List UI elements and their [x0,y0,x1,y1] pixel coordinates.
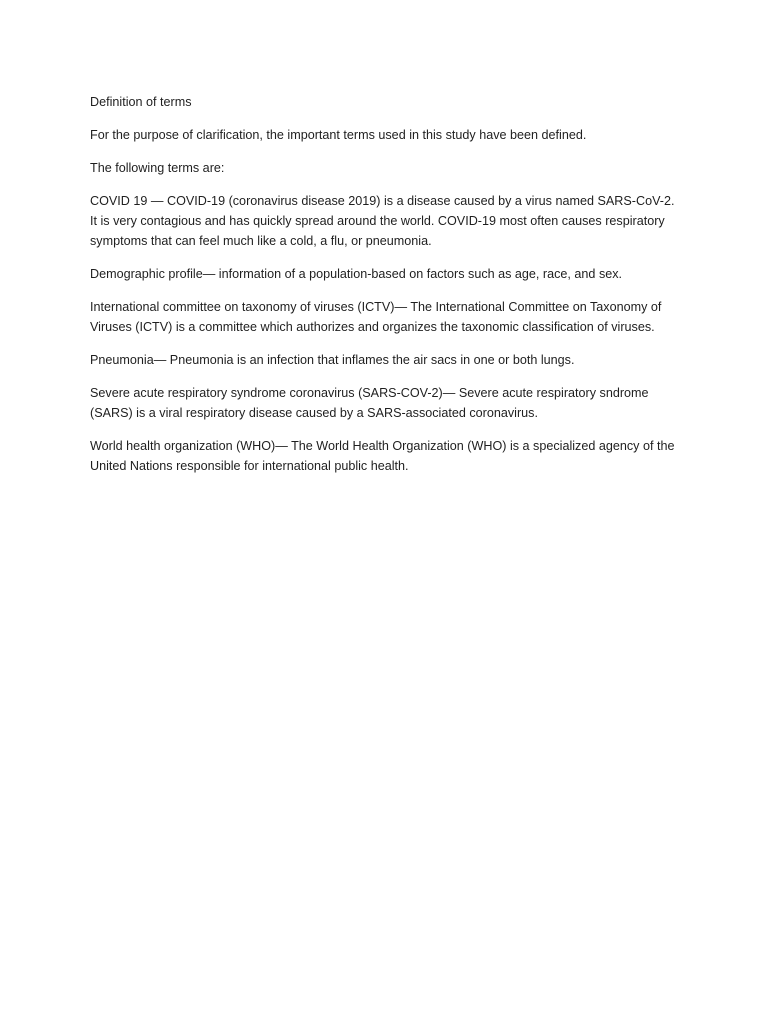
document-body [90,92,680,489]
term-covid-19: COVID 19 — COVID-19 (coronavirus disease 2019) is a disease caused by a virus named SARS-CoV-2. It is very contagious and has quickly spread around the world. COVID-19 most often causes respiratory symptoms that can feel much like a cold, a flu, or pneumonia. [90,194,675,248]
term-demographic-profile: Demographic profile— information of a population-based on factors such as age, race, and sex. [90,267,623,281]
term-sars-cov-2: Severe acute respiratory syndrome coronavirus (SARS-COV-2)— Severe acute respiratory sndrome (SARS) is a viral respiratory disease caused by a SARS-associated coronavirus. [90,386,649,420]
lead-paragraph: The following terms are: [90,161,225,175]
term-ictv: International committee on taxonomy of viruses (ICTV)— The International Committee on Taxonomy of Viruses (ICTV) is a committee which authorizes and organizes the taxonomic classification of viruses. [90,300,662,334]
section-heading: Definition of terms [90,95,192,109]
term-who: World health organization (WHO)— The World Health Organization (WHO) is a specialized agency of the United Nations responsible for international public health. [90,439,675,473]
term-pneumonia: Pneumonia— Pneumonia is an infection that inflames the air sacs in one or both lungs. [90,353,575,367]
intro-paragraph: For the purpose of clarification, the important terms used in this study have been defined. [90,128,587,142]
